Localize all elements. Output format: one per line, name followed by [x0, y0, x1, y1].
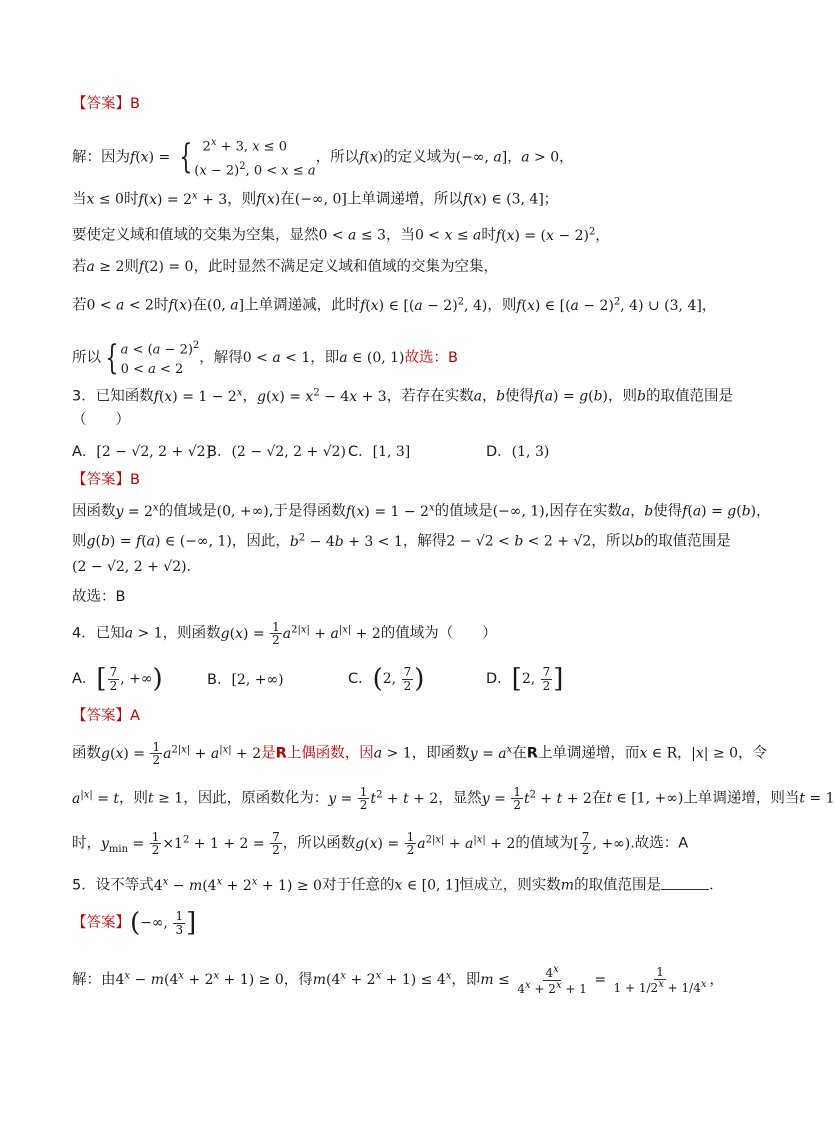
text: 4．已知: [72, 625, 125, 642]
text: 故选：B: [404, 350, 458, 367]
q3-choice-b: B．(2 − √2, 2 + √2): [207, 444, 347, 460]
q4-solution-line-3: 时，$y_{min}$ = $\frac{1}{2}$ $\times 1^2 + 1 + 2$ = $\frac{7}{2}$ ，所以函数g(x) = $\frac{1}{2}$ $a^{2|x|} + a^{|x|} + 2$的值域为[ $\frac{7}{2}$ , +∞).故选：A: [72, 829, 689, 858]
choice-letter: D．: [486, 671, 512, 687]
text: 是: [261, 745, 276, 762]
q2-solution-line-4: 若a ≥ 2则f(2) = 0，此时显然不满足定义域和值域的交集为空集，: [72, 259, 498, 275]
text: 上单调递增，所以: [346, 191, 463, 208]
text: 的值域是: [434, 503, 493, 520]
text: 所以: [72, 350, 101, 367]
answer-value: B: [130, 472, 140, 488]
text: 解：因为: [72, 149, 130, 166]
q5-stem: 5．设不等式$4^x - m(4^x + 2^x + 1) \ge 0$对于任意的x ∈ [0, 1]恒成立，则实数m的取值范围是 ．: [72, 876, 724, 894]
answer-value: B: [130, 96, 140, 112]
answer-label: 【答案】: [72, 708, 130, 724]
answer-value: A: [130, 708, 140, 724]
text: R: [275, 745, 287, 762]
q3-solution-line-4: [72, 587, 754, 607]
text: ，则: [608, 388, 638, 405]
q4-choice-b: B．[2, +∞): [207, 672, 284, 688]
text: 在: [192, 297, 207, 314]
text: 使得: [653, 503, 683, 520]
text: 时: [123, 191, 139, 208]
text: ，即: [451, 972, 481, 989]
text: ，即函数: [411, 745, 470, 762]
q3-solution-line-1: 因函数$y = 2^x$的值域是(0, +∞),于是得函数$f(x) = 1 - 2^x$的值域是(−∞, 1),因存在实数a，b使得f(a) = g(b)，: [72, 502, 771, 520]
text: ，则: [487, 297, 517, 314]
q4-solution-line-2: $a^{|x|} = t$，则t ≥ 1，因此，原函数化为：y = $\frac{1}{2}$ $t^2 + t + 2$，显然y = $\frac{1}{2}$ $t^2 + t + 2$在t ∈ [1, +∞)上单调递增，则当t = 1: [72, 784, 835, 813]
answer-2: [72, 94, 754, 114]
q4-solution-line-1: 函数g(x) = $\frac{1}{2}$ $a^{2|x|} + a^{|x|} + 2$是R上偶函数，因a > 1，即函数$y = a^x$在R上单调递增，而x ∈ R，|x| ≥ 0，令: [72, 739, 768, 768]
text: 在: [512, 745, 527, 762]
text: ，所以: [591, 533, 635, 550]
text: ,因存在实数: [544, 503, 622, 520]
text: ,于是得函数: [268, 503, 346, 520]
text: ，令: [738, 745, 768, 762]
q5-solution: 解：由$4^x - m(4^x + 2^x + 1) \ge 0$，得$m(4^x + 2^x + 1) \le 4^x$，即m ≤ $\frac{4^x}{4^x + 2^x + 1}$ = $\frac{1}{1 + 1/2^x + 1/4^x}$ ，: [72, 964, 724, 996]
text: 故选：B: [72, 589, 126, 605]
text: 上单调递减，此时: [244, 297, 361, 314]
text: 的取值范围是: [574, 877, 662, 894]
piecewise: $2^x + 3$, x ≤ 0 $(x - 2)^2$, 0 < x ≤ a: [194, 137, 316, 179]
text: ，当: [385, 227, 415, 244]
answer-3: [72, 470, 754, 490]
text: ，解得: [402, 533, 447, 550]
answer-label: 【答案】: [72, 96, 130, 112]
q4-stem: 4．已知a > 1，则函数g(x) = $\frac{1}{2}$ $a^{2|x|} + a^{|x|} + 2$的值域为（ ）: [72, 619, 497, 648]
text: R: [526, 745, 538, 762]
q2-solution-line-1: 解：因为f(x) = { $2^x + 3$, x ≤ 0 $(x - 2)^2$, 0 < x ≤ a ，所以f(x)的定义域为(−∞, a]，a > 0，: [72, 133, 754, 182]
text: 的值域为（ ）: [380, 625, 497, 642]
choice-letter: C．: [348, 671, 373, 687]
text: 解：由: [72, 972, 116, 989]
text: （ ）: [72, 412, 130, 428]
choice-letter: D．: [486, 444, 512, 460]
text: ，所以: [315, 149, 360, 166]
text: 时: [481, 227, 496, 244]
answer-label: 【答案】: [72, 915, 130, 932]
text: 函数: [72, 745, 101, 762]
text: ．: [709, 877, 724, 894]
text: ，得: [283, 972, 313, 989]
text: 恒成立，则实数: [459, 877, 561, 894]
answer-label: 【答案】: [72, 472, 130, 488]
q3-paren: [72, 410, 754, 430]
text: ，则: [119, 790, 149, 807]
text: 因函数: [72, 503, 116, 520]
text: 上偶函数，因: [286, 745, 374, 762]
text: 的定义域为: [383, 149, 456, 166]
text: 上单调递增，则当: [683, 790, 800, 807]
text: ，所以函数: [282, 835, 356, 852]
text: 时，: [72, 835, 101, 852]
q4-choice-c: C．(2, $\frac{7}{2}$ ): [348, 664, 425, 694]
text: 当: [72, 191, 87, 208]
text: 的值域是: [158, 503, 217, 520]
text: ，因此，原函数化为：: [183, 790, 329, 807]
text: ，解得: [199, 350, 243, 367]
q4-choice-d: D．[2, $\frac{7}{2}$ ]: [486, 664, 564, 694]
text: 若: [72, 259, 87, 275]
q3-choice-c: C．[1, 3]: [348, 444, 411, 460]
choice-letter: C．: [348, 444, 373, 460]
q2-solution-line-3: 要使定义域和值域的交集为空集，显然0 < a ≤ 3，当0 < x ≤ a时$f(x) = (x - 2)^2$，: [72, 226, 610, 244]
text: 使得: [505, 388, 535, 405]
text: 3．已知函数: [72, 388, 154, 405]
text: 上单调递增，而: [537, 745, 640, 762]
text: ，即: [310, 350, 340, 367]
answer-blank: [661, 875, 709, 890]
text: 若: [72, 297, 87, 314]
answer-4: [72, 706, 754, 726]
q3-choice-a: A．[2 − √2, 2 + √2]: [72, 444, 211, 460]
text: 的取值范围是: [645, 388, 733, 405]
text: 则: [124, 259, 139, 275]
answer-5: 【答案】(−∞, $\frac{1}{3}$ ]: [72, 908, 197, 939]
q3-solution-line-2: 则g(b) = f(a) ∈ (−∞, 1)，因此，$b^2 - 4b + 3 < 1$，解得2 − √2 < b < 2 + √2，所以b的取值范围是: [72, 532, 731, 550]
text: 时: [153, 297, 169, 314]
q3-solution-line-3: (2 − √2, 2 + √2).: [72, 559, 192, 575]
choice-letter: A．: [72, 671, 97, 687]
text: 要使定义域和值域的交集为空集，显然: [72, 227, 319, 244]
text: 的值域为: [515, 835, 574, 852]
text: 在: [591, 790, 607, 807]
choice-letter: B．: [207, 672, 232, 688]
q3-stem: 3．已知函数$f(x) = 1 - 2^x$，$g(x) = x^2 - 4x + 3$，若存在实数a，b使得f(a) = g(b)，则b的取值范围是: [72, 387, 733, 405]
text: ，因此，: [231, 533, 290, 550]
q3-choice-d: D．(1, 3): [486, 444, 550, 460]
text: 对于任意的: [321, 877, 395, 894]
q2-solution-line-6: 所以 { $a < (a - 2)^2$ 0 < a < 2 ，解得0 < a < 1，即a ∈ (0, 1)故选：B: [72, 336, 754, 380]
q2-solution-line-5: 若0 < a < 2时f(x)在(0, a]上单调递减，此时f(x) ∈ [$(a - 2)^2$, 4)，则f(x) ∈ [$(a - 2)^2$, 4) ∪ (3, 4]，: [72, 296, 716, 314]
text: 的取值范围是: [643, 533, 731, 550]
text: .故选：A: [630, 835, 689, 852]
text: ，若存在实数: [386, 388, 474, 405]
choice-letter: B．: [207, 444, 232, 460]
text: 则: [72, 533, 87, 550]
text: 5．设不等式: [72, 877, 154, 894]
text: ，此时显然不满足定义域和值域的交集为空集，: [193, 259, 498, 275]
choice-letter: A．: [72, 444, 97, 460]
text: ，则函数: [162, 625, 221, 642]
text: ，显然: [438, 790, 482, 807]
text: ，则: [227, 191, 257, 208]
q4-choice-a: A．[ $\frac{7}{2}$ , +∞): [72, 664, 163, 694]
system: $a < (a - 2)^2$ 0 < a < 2: [120, 340, 200, 378]
q2-solution-line-2: 当x ≤ 0时$f(x) = 2^x + 3$，则f(x)在(−∞, 0]上单调递增，所以f(x) ∈ (3, 4]；: [72, 190, 558, 208]
